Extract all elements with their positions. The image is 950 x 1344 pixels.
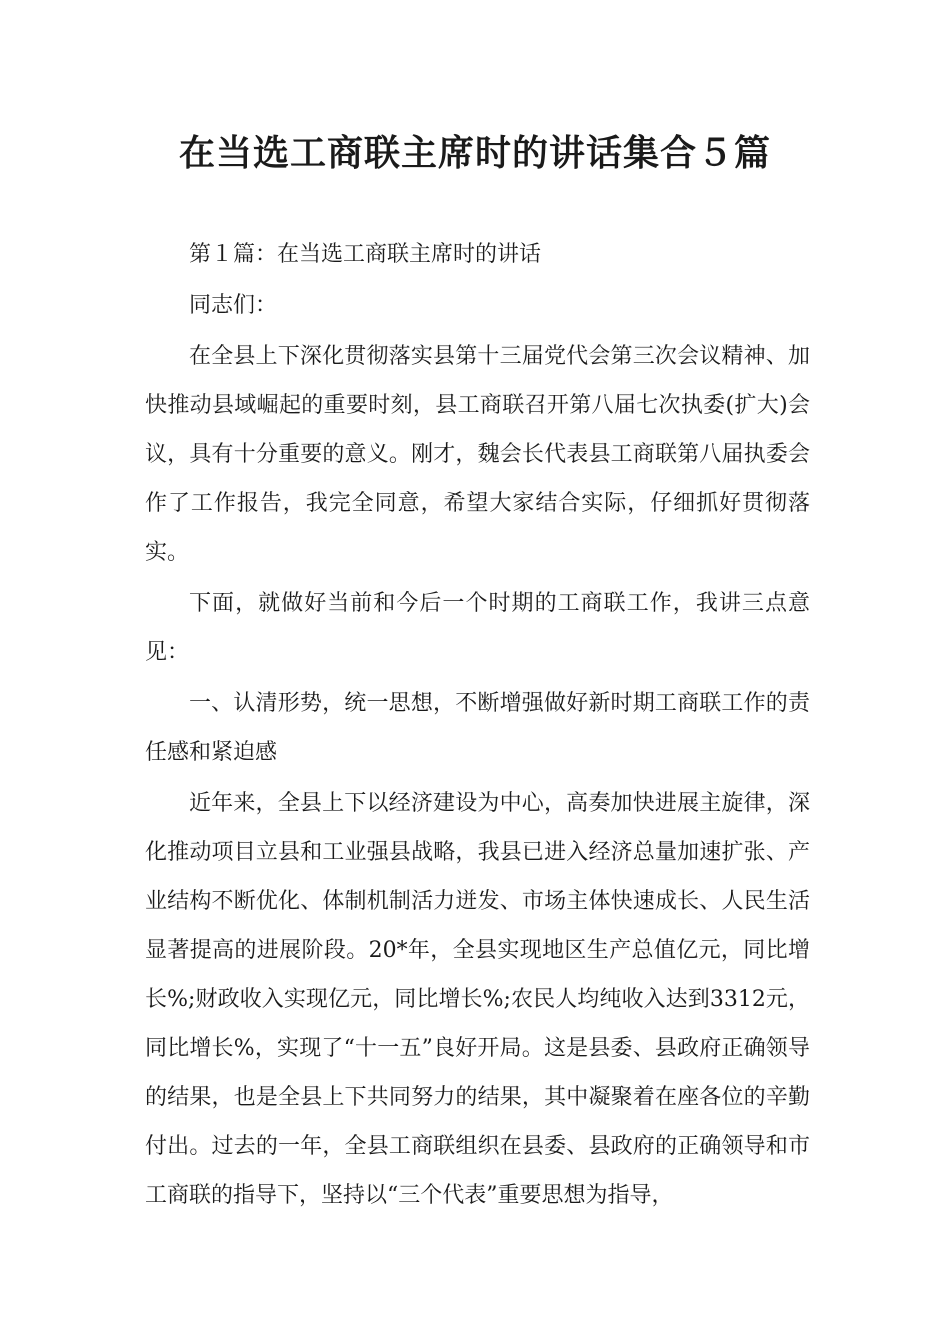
body-paragraph: 下面，就做好当前和今后一个时期的工商联工作，我讲三点意见： xyxy=(145,591,810,665)
body-paragraph: 在全县上下深化贯彻落实县第十三届党代会第三次会议精神、加快推动县域崛起的重要时刻，县工商联召开第八届七次执委(扩大)会议，具有十分重要的意义。刚才，魏会长代表县工商联第八届执委会作了工作报告，我完全同意，希望大家结合实际，仔细抓好贯彻落实。 xyxy=(145,344,810,565)
section-heading: 第１篇：在当选工商联主席时的讲话 xyxy=(189,242,542,267)
body-paragraph: 近年来，全县上下以经济建设为中心，高奏加快进展主旋律，深化推动项目立县和工业强县战略，我县已进入经济总量加速扩张、产业结构不断优化、体制机制活力迸发、市场主体快速成长、人民生活显著提高的进展阶段。20*年，全县实现地区生产总值亿元，同比增长%;财政收入实现亿元，同比增长%;农民人均纯收入达到3312元，同比增长%，实现了“十一五”良好开局。这是县委、县政府正确领导的结果，也是全县上下共同努力的结果，其中凝聚着在座各位的辛勤付出。过去的一年，全县工商联组织在县委、县政府的正确领导和市工商联的指导下，坚持以“三个代表”重要思想为指导， xyxy=(145,791,810,1208)
document-body xyxy=(145,230,810,1222)
salutation: 同志们： xyxy=(189,293,278,318)
document-title: 在当选工商联主席时的讲话集合５篇 xyxy=(178,133,771,174)
point-heading: 一、认清形势，统一思想，不断增强做好新时期工商联工作的责任感和紧迫感 xyxy=(145,691,810,765)
